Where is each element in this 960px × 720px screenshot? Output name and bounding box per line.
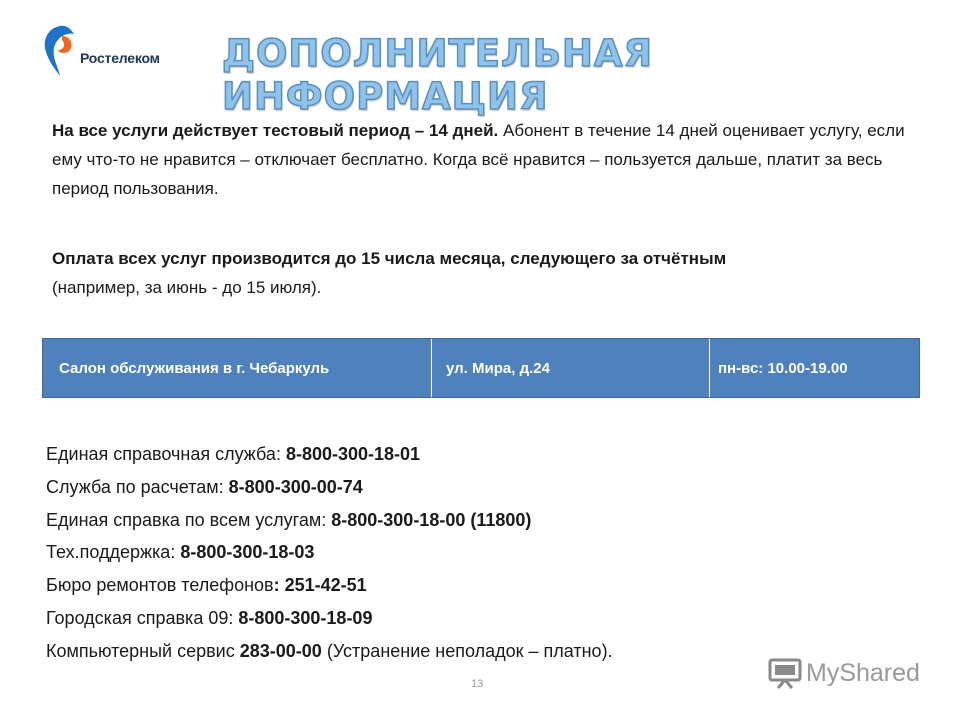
contact-note: (Устранение неполадок – платно).: [321, 640, 613, 661]
presentation-icon: [768, 657, 802, 689]
contact-label: Единая справочная служба:: [46, 444, 286, 464]
contact-value: 8-800-300-18-00 (11800): [331, 509, 532, 530]
contact-item: [46, 635, 613, 668]
paragraph-payment-text: (например, за июнь - до 15 июля).: [52, 278, 322, 297]
contact-item: [46, 536, 613, 569]
contact-value: 8-800-300-18-09: [238, 607, 373, 628]
contact-value: 8-800-300-00-74: [228, 476, 363, 497]
contact-item: [46, 471, 613, 504]
contact-label: Бюро ремонтов телефонов: [46, 575, 274, 596]
page-title: ДОПОЛНИТЕЛЬНАЯ ИНФОРМАЦИЯ: [222, 32, 654, 118]
salon-address: [431, 339, 709, 397]
rostelecom-logo-icon: [40, 22, 80, 80]
contact-item: [46, 504, 613, 537]
page-number: 13: [471, 678, 484, 690]
watermark: [768, 657, 920, 689]
contact-label: Городская справка 09:: [46, 607, 239, 628]
contact-item: [46, 602, 613, 635]
salon-hours: [709, 339, 919, 397]
paragraph-test-period-text: Абонент в течение 14 дней оценивает услугу, если ему что-то не нравится – отключает бесплатно. Когда всё нравится – пользуется дальше, платит за весь период пользования.: [52, 121, 905, 198]
contact-label: Единая справка по всем услугам:: [46, 509, 332, 530]
watermark-text: MyShared: [806, 658, 920, 687]
contact-value: 8-800-300-18-03: [180, 542, 315, 563]
salon-name: Салон обслуживания в г. Чебаркуль: [59, 359, 330, 377]
salon-hours-text: пн-вс: 10.00-19.00: [718, 359, 848, 377]
paragraph-test-period-bold: На все услуги действует тестовый период – 14 дней.: [52, 121, 499, 140]
logo-text: Ростелеком: [80, 50, 160, 66]
contact-item: [46, 569, 613, 602]
salon-address-text: ул. Мира, д.24: [446, 359, 550, 377]
contact-label: Служба по расчетам:: [46, 476, 229, 497]
contact-label: Компьютерный сервис: [46, 640, 240, 661]
paragraph-payment-bold: Оплата всех услуг производится до 15 числа месяца, следующего за отчётным: [52, 249, 727, 268]
contact-value: : 251-42-51: [273, 575, 367, 596]
contact-item: [46, 438, 613, 471]
contact-value: 283-00-00: [239, 640, 322, 661]
contact-value: 8-800-300-18-01: [285, 444, 421, 464]
paragraph-payment: [52, 244, 908, 302]
paragraph-test-period: [52, 116, 912, 203]
contact-label: Тех.поддержка:: [46, 542, 181, 563]
contacts-list: [46, 438, 613, 668]
salon-info-bar: [42, 338, 920, 398]
